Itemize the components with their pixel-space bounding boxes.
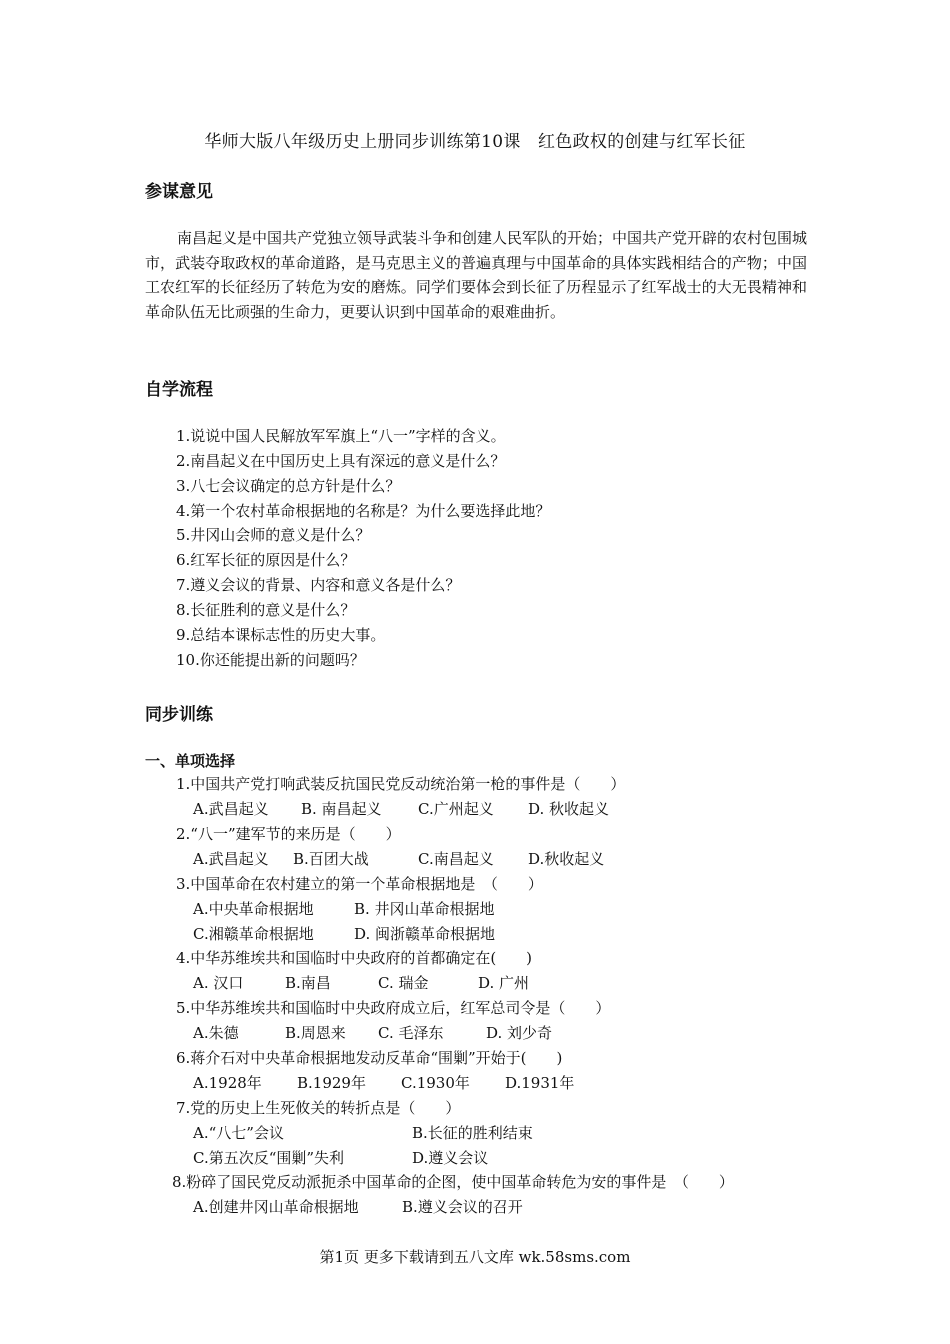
- question-option: B.周恩来: [285, 1024, 346, 1042]
- question-option: C.广州起义: [418, 800, 494, 818]
- question-option: C. 瑞金: [378, 974, 429, 992]
- question-stem: 3.中国革命在农村建立的第一个革命根据地是 （ ）: [176, 875, 543, 893]
- question-option: D. 秋收起义: [528, 800, 610, 818]
- mc-heading: 一、单项选择: [145, 752, 236, 770]
- selfstudy-item: 2.南昌起义在中国历史上具有深远的意义是什么？: [176, 452, 506, 470]
- question-option: C.1930年: [401, 1074, 470, 1092]
- selfstudy-item: 4.第一个农村革命根据地的名称是？为什么要选择此地？: [176, 502, 551, 520]
- question-stem: 5.中华苏维埃共和国临时中央政府成立后，红军总司令是（ ）: [176, 999, 611, 1017]
- selfstudy-item: 3.八七会议确定的总方针是什么？: [176, 477, 401, 495]
- question-option: C. 毛泽东: [378, 1024, 444, 1042]
- selfstudy-heading: 自学流程: [145, 380, 213, 400]
- question-option: C.第五次反“围剿”失利: [193, 1149, 345, 1167]
- question-option: D. 闽浙赣革命根据地: [354, 925, 496, 943]
- question-stem: 6.蒋介石对中央革命根据地发动反革命“围剿”开始于( ): [176, 1049, 563, 1067]
- question-stem: 4.中华苏维埃共和国临时中央政府的首都确定在( ): [176, 949, 533, 967]
- selfstudy-item: 10.你还能提出新的问题吗？: [176, 651, 365, 669]
- advice-paragraph: 南昌起义是中国共产党独立领导武装斗争和创建人民军队的开始；中国共产党开辟的农村包围城市，武装夺取政权的革命道路，是马克思主义的普遍真理与中国革命的具体实践相结合的产物；中国工农红军的长征经历了转危为安的磨炼。同学们要体会到长征了历程显示了红军战士的大无畏精神和革命队伍无比顽强的生命力，更要认识到中国革命的艰难曲折。: [145, 229, 808, 321]
- question-option: A.朱德: [193, 1024, 239, 1042]
- question-stem: 8.粉碎了国民党反动派扼杀中国革命的企图，使中国革命转危为安的事件是 （ ）: [172, 1173, 734, 1191]
- question-option: A.武昌起义: [193, 850, 269, 868]
- selfstudy-item: 6.红军长征的原因是什么？: [176, 551, 356, 569]
- selfstudy-item: 8.长征胜利的意义是什么？: [176, 601, 356, 619]
- selfstudy-item: 1.说说中国人民解放军军旗上“八一”字样的含义。: [176, 427, 506, 445]
- question-option: A.“八七”会议: [193, 1124, 284, 1142]
- document-title: 华师大版八年级历史上册同步训练第10课 红色政权的创建与红军长征: [204, 132, 746, 152]
- question-option: B.遵义会议的召开: [402, 1198, 523, 1216]
- page-footer: 第1页 更多下载请到五八文库 wk.58sms.com: [319, 1248, 631, 1266]
- question-option: B.1929年: [297, 1074, 366, 1092]
- question-option: B.南昌: [285, 974, 331, 992]
- question-option: A.1928年: [193, 1074, 262, 1092]
- question-option: D. 广州: [478, 974, 530, 992]
- question-option: D.秋收起义: [528, 850, 605, 868]
- question-option: B.长征的胜利结束: [412, 1124, 533, 1142]
- selfstudy-item: 9.总结本课标志性的历史大事。: [176, 626, 386, 644]
- question-option: A. 汉口: [193, 974, 244, 992]
- question-option: B. 南昌起义: [301, 800, 382, 818]
- question-option: A.武昌起义: [193, 800, 269, 818]
- question-option: C.湘赣革命根据地: [193, 925, 314, 943]
- question-option: B. 井冈山革命根据地: [354, 900, 495, 918]
- question-stem: 2.“八一”建军节的来历是（ ）: [176, 825, 401, 843]
- question-option: B.百团大战: [293, 850, 369, 868]
- question-option: D. 刘少奇: [486, 1024, 553, 1042]
- question-option: C.南昌起义: [418, 850, 494, 868]
- question-option: D.1931年: [505, 1074, 575, 1092]
- question-stem: 7.党的历史上生死攸关的转折点是（ ）: [176, 1099, 461, 1117]
- advice-heading: 参谋意见: [145, 182, 213, 202]
- question-option: D.遵义会议: [412, 1149, 489, 1167]
- selfstudy-item: 5.井冈山会师的意义是什么？: [176, 526, 371, 544]
- question-option: A.中央革命根据地: [193, 900, 314, 918]
- question-option: A.创建井冈山革命根据地: [193, 1198, 359, 1216]
- selfstudy-item: 7.遵义会议的背景、内容和意义各是什么？: [176, 576, 461, 594]
- question-stem: 1.中国共产党打响武装反抗国民党反动统治第一枪的事件是（ ）: [176, 775, 626, 793]
- practice-heading: 同步训练: [145, 705, 213, 725]
